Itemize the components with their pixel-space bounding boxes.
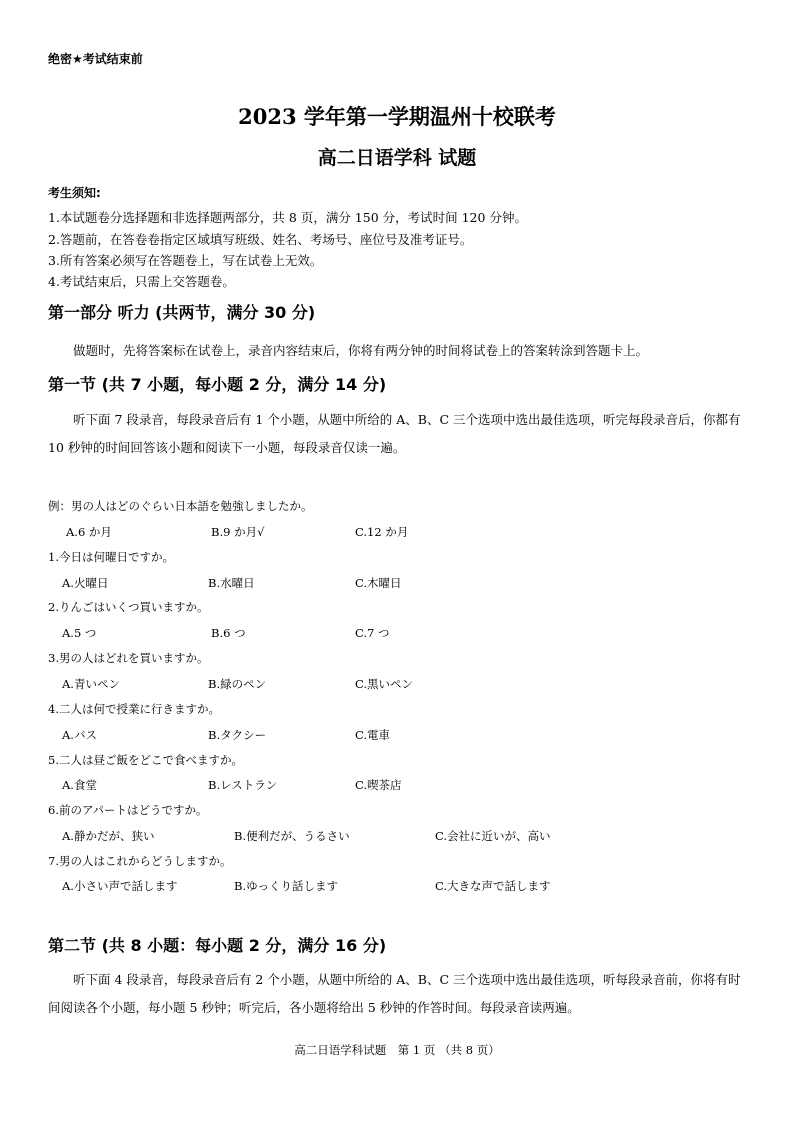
section1-intro: 听下面 7 段录音，每段录音后有 1 个小题，从题中所给的 A、B、C 三个选项中选出最佳选项，听完每段录音后，你都有 10 秒钟的时间回答该小题和阅读下一小题，每段录音仅读一遍。 [48,412,741,455]
question-1-option-a: A.火曜日 [62,576,109,590]
exam-subtitle: 高二日语学科 试题 [317,147,477,169]
part1-heading: 第一部分 听力 (共两节，满分 30 分) [48,303,316,322]
question-6-option-b: B.便利だが、うるさい [234,829,350,843]
question-2-option-a: A.5 つ [62,626,97,640]
section1-heading: 第一节 (共 7 小题，每小题 2 分，满分 14 分) [48,375,387,394]
example-option-a: A.6 か月 [66,525,112,539]
question-5-option-a: A.食堂 [62,778,97,792]
confidential-label: 绝密★考试结束前 [48,52,143,66]
question-2-option-c: C.7 つ [355,626,390,640]
example-option-c: C.12 か月 [355,525,409,539]
example-option-b: B.9 か月√ [211,525,265,539]
question-4-option-b: B.タクシー [208,728,267,742]
part1-intro: 做题时，先将答案标在试卷上，录音内容结束后，你将有两分钟的时间将试卷上的答案转涂到答题卡上。 [73,343,649,358]
question-3: 3.男の人はどれを買いますか。 [48,651,209,665]
question-3-option-c: C.黒いペン [355,677,414,691]
question-1: 1.今日は何曜日ですか。 [48,550,174,564]
page-footer: 高二日语学科试题 第 1 页 （共 8 页） [294,1043,500,1057]
question-1-option-c: C.木曜日 [355,576,402,590]
question-3-option-b: B.緑のペン [208,677,267,691]
question-6-option-a: A.静かだが、狭い [62,829,155,843]
exam-title: 2023 学年第一学期温州十校联考 [238,104,556,129]
example-question: 例：男の人はどのぐらい日本語を勉強しましたか。 [48,499,313,513]
question-2-option-b: B.6 つ [211,626,246,640]
question-7: 7.男の人はこれからどうしますか。 [48,854,232,868]
question-4-option-c: C.電車 [355,728,391,742]
question-6-option-c: C.会社に近いが、高い [435,829,551,843]
question-6: 6.前のアパートはどうですか。 [48,803,208,817]
question-7-option-c: C.大きな声で話します [435,879,551,893]
question-1-option-b: B.水曜日 [208,576,255,590]
question-5-option-b: B.レストラン [208,778,278,792]
note-item: 2.答题前，在答卷卷指定区域填写班级、姓名、考场号、座位号及准考证号。 [48,232,473,247]
note-item: 3.所有答案必须写在答题卷上，写在试卷上无效。 [48,253,323,268]
question-3-option-a: A.青いペン [62,677,120,691]
note-item: 1.本试题卷分选择题和非选择题两部分，共 8 页，满分 150 分，考试时间 120 分钟。 [48,210,527,225]
notes-heading: 考生须知: [48,186,101,200]
question-4-option-a: A.バス [62,728,97,742]
question-4: 4.二人は何で授業に行きますか。 [48,702,220,716]
section2-heading: 第二节 (共 8 小题：每小题 2 分，满分 16 分) [48,936,387,955]
question-5-option-c: C.喫茶店 [355,778,402,792]
question-5: 5.二人は昼ご飯をどこで食べますか。 [48,753,243,767]
note-item: 4.考试结束后，只需上交答题卷。 [48,274,235,289]
question-2: 2.りんごはいくつ買いますか。 [48,600,209,614]
section2-intro: 听下面 4 段录音，每段录音后有 2 个小题，从题中所给的 A、B、C 三个选项中选出最佳选项，听每段录音前，你将有时间阅读各个小题，每小题 5 秒钟；听完后，各小题将给出 5 秒钟的作答时间。每段录音读两遍。 [48,972,741,1015]
question-7-option-a: A.小さい声で話します [62,879,178,893]
question-7-option-b: B.ゆっくり話します [234,879,338,893]
